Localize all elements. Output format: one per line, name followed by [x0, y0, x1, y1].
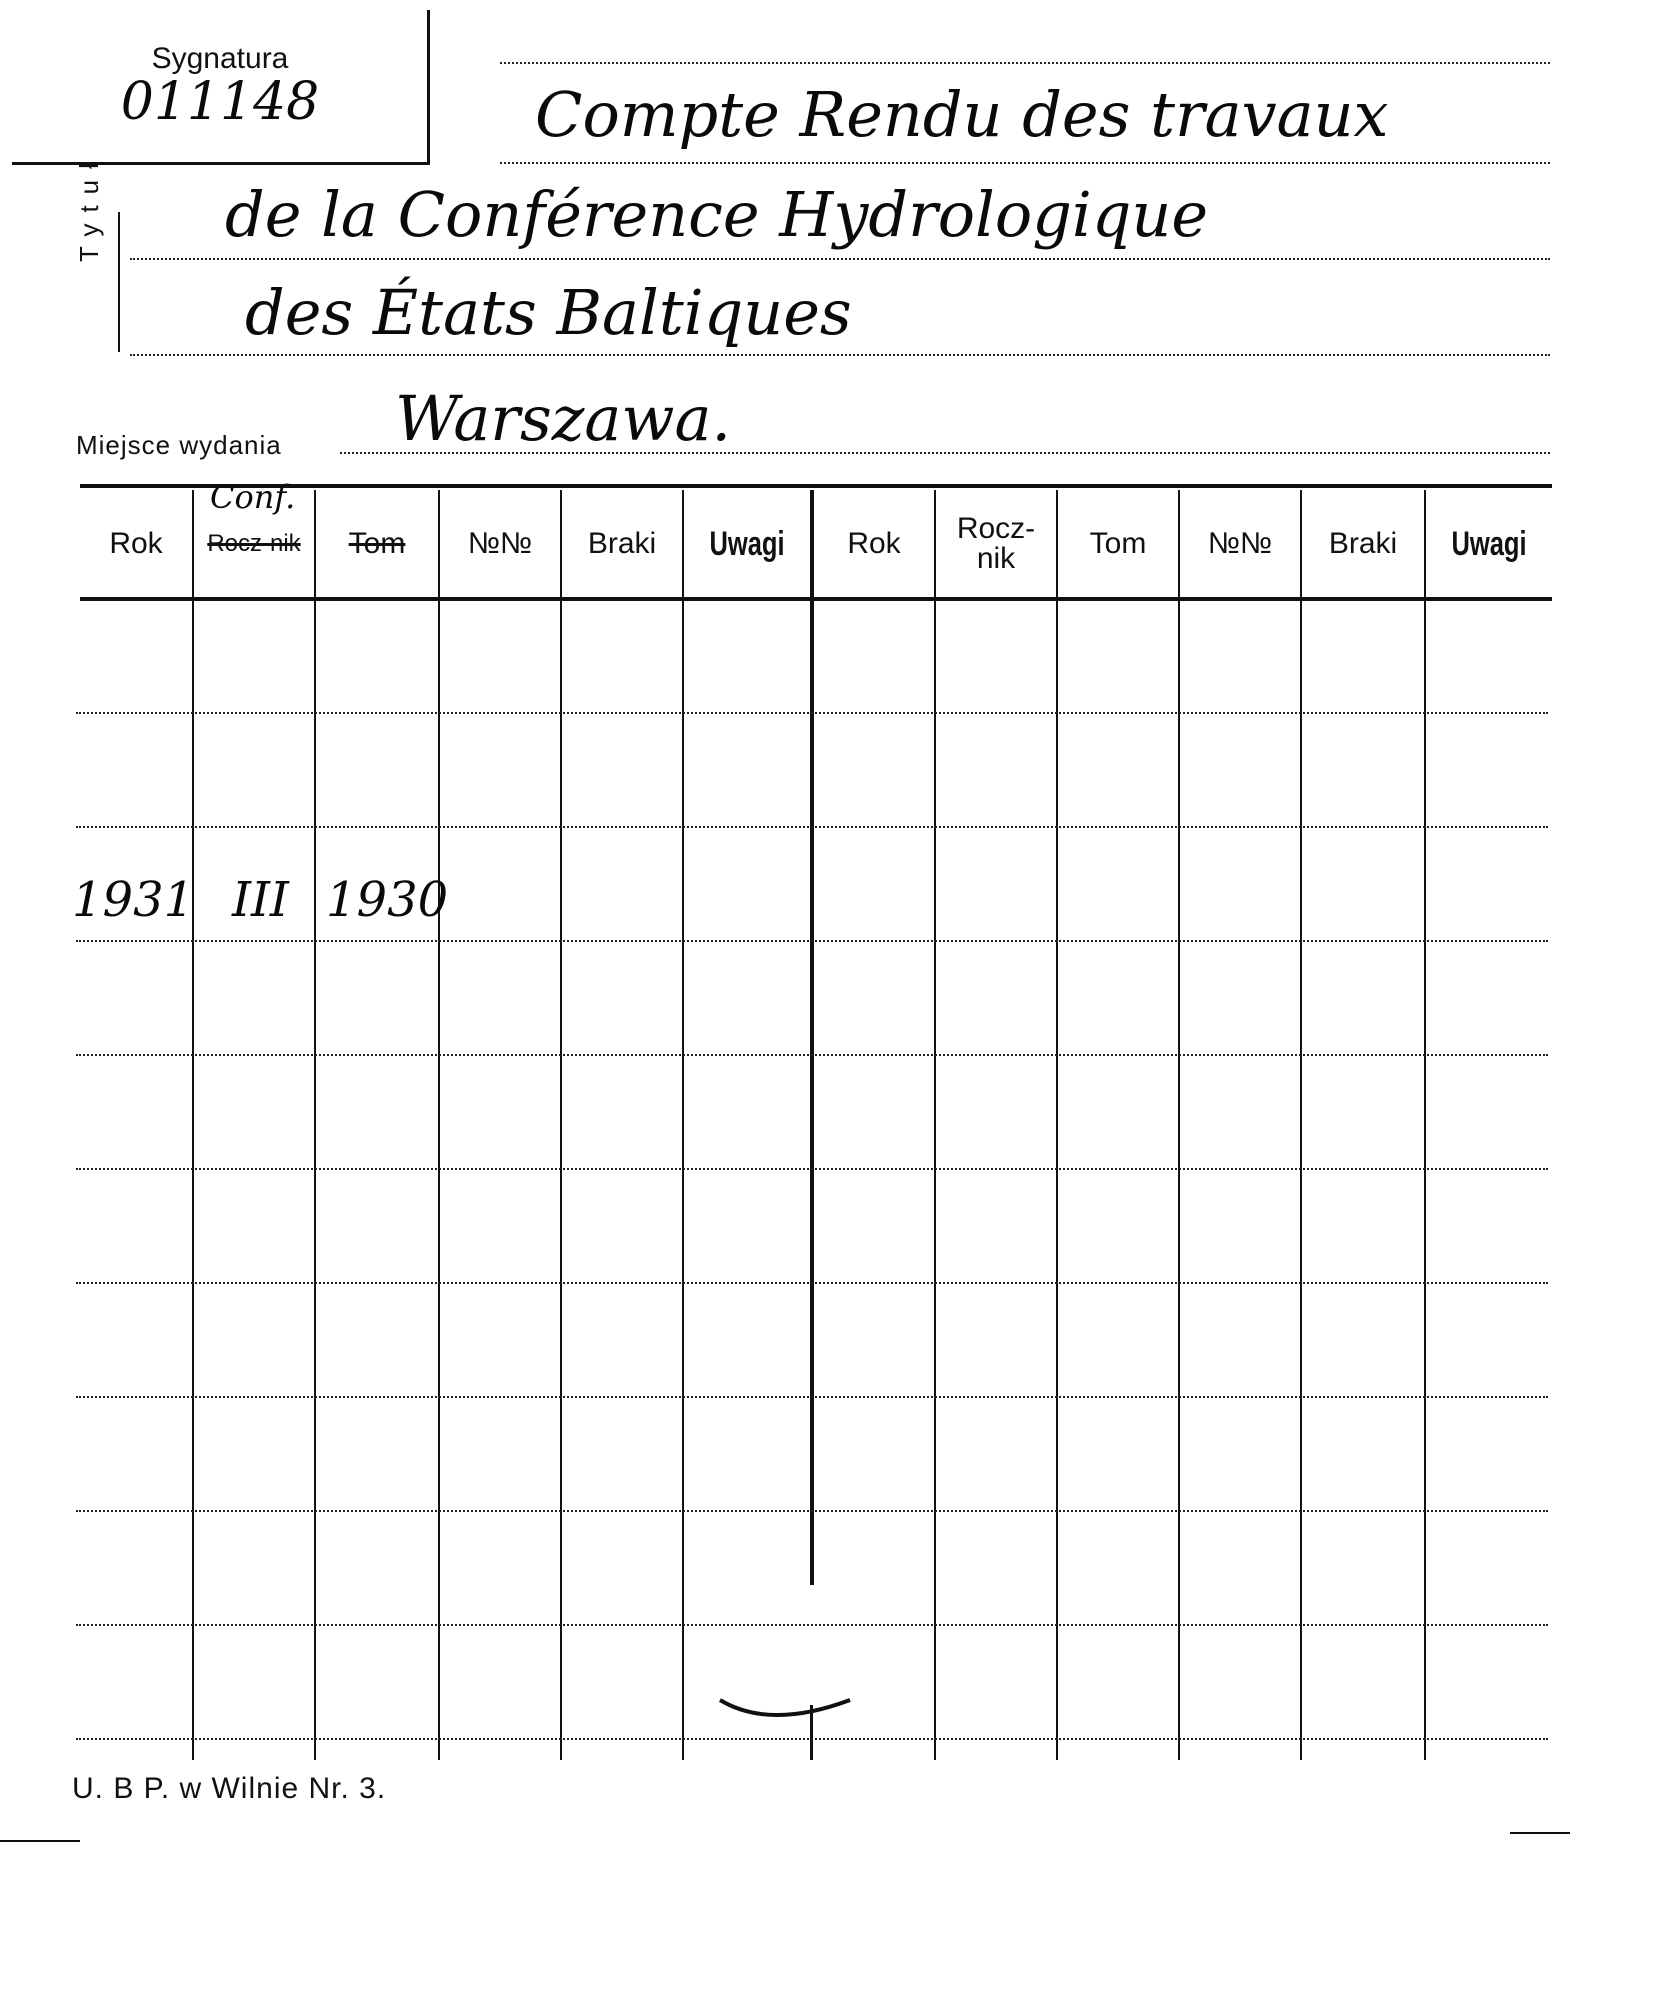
table-top-rule [80, 484, 1552, 488]
row-dotline [76, 1282, 1548, 1284]
entry-tom: 1930 [326, 872, 449, 928]
column-divider [314, 490, 316, 1760]
header-tom-struck: Tom [348, 527, 406, 560]
row-dotline [76, 940, 1548, 942]
place-label: Miejsce wydania [76, 430, 282, 460]
header-uwagi-right: Uwagi [1451, 525, 1527, 563]
header-tom-right: Tom [1089, 527, 1147, 560]
signature-value: 011148 [120, 72, 320, 132]
header-conf-note: Conf. [210, 478, 296, 516]
column-divider [1056, 490, 1058, 1760]
title-line-3: des États Baltiques [245, 276, 852, 349]
header-rocznik-right: Rocz- nik [956, 512, 1036, 575]
title-dotline-3 [130, 258, 1550, 260]
title-dotline-4 [130, 354, 1550, 356]
column-divider [682, 490, 684, 1760]
column-divider [192, 490, 194, 1760]
title-dotline-1 [500, 62, 1550, 64]
title-line-1: Compte Rendu des travaux [535, 78, 1389, 151]
row-dotline [76, 1396, 1548, 1398]
column-divider [1300, 490, 1302, 1760]
entry-rok: 1931 [72, 872, 195, 928]
title-line-2: de la Conférence Hydrologique [225, 178, 1209, 251]
title-label-text: Tytuł [74, 152, 104, 262]
place-value: Warszawa. [395, 382, 732, 455]
center-divider [810, 490, 814, 1585]
header-numbers-right: №№ [1207, 527, 1273, 560]
header-uwagi: Uwagi [709, 525, 785, 563]
entry-rocznik: III [232, 872, 289, 928]
row-dotline [76, 1624, 1548, 1626]
row-dotline [76, 1054, 1548, 1056]
header-braki: Braki [587, 527, 657, 560]
column-divider [438, 490, 440, 1760]
row-dotline [76, 1510, 1548, 1512]
column-divider [1424, 490, 1426, 1760]
signature-label: Sygnatura [151, 42, 289, 75]
header-braki-right: Braki [1328, 527, 1398, 560]
header-rocznik-struck: Rocz-nik [207, 530, 301, 557]
header-numbers: №№ [467, 527, 533, 560]
column-divider [560, 490, 562, 1760]
row-dotline [76, 1168, 1548, 1170]
row-dotline [76, 826, 1548, 828]
column-divider [1178, 490, 1180, 1760]
header-rok: Rok [109, 527, 163, 560]
printer-imprint: U. B P. w Wilnie Nr. 3. [72, 1772, 387, 1805]
scan-edge-mark [0, 1840, 80, 1842]
scan-edge-mark [1510, 1832, 1570, 1834]
column-divider [934, 490, 936, 1760]
title-label [60, 152, 120, 362]
title-bracket [118, 212, 120, 352]
row-dotline [76, 712, 1548, 714]
header-rok-right: Rok [847, 527, 901, 560]
title-dotline-2 [500, 162, 1550, 164]
pen-stroke-mark [700, 1660, 880, 1740]
